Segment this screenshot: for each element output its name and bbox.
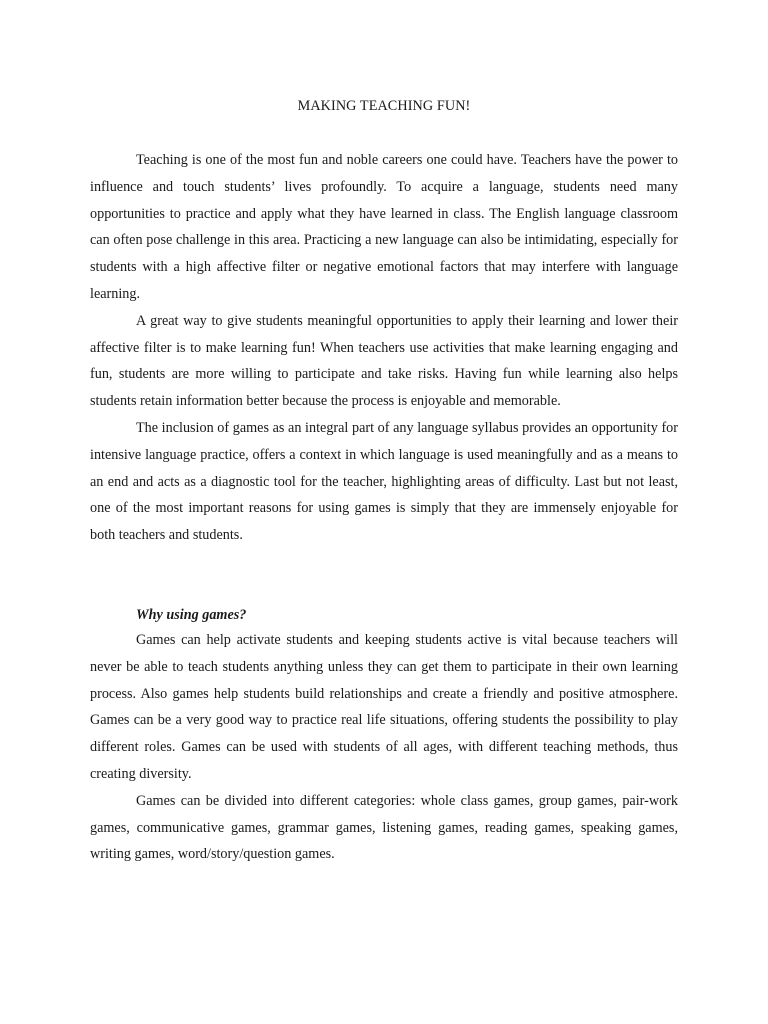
paragraph: Teaching is one of the most fun and noble careers one could have. Teachers have the power to influence and touch students’ lives profoundly. To acquire a language, students need many opportunities to practice and apply what they have learned in class. The English language classroom can often pose challenge in this area. Practicing a new language can also be intimidating, especially for students with a high affective filter or negative emotional factors that may interfere with language learning. bbox=[90, 152, 678, 302]
section-heading: Why using games? bbox=[136, 607, 247, 623]
paragraph: The inclusion of games as an integral part of any language syllabus provides an opportunity for intensive language practice, offers a context in which language is used meaningfully and as a means to an end and acts as a diagnostic tool for the teacher, highlighting areas of difficulty. Last but not least, one of the most important reasons for using games is simply that they are immensely enjoyable for both teachers and students. bbox=[90, 419, 678, 544]
games-section bbox=[90, 627, 678, 868]
paragraph: Games can be divided into different categories: whole class games, group games, pair-work games, communicative games, grammar games, listening games, reading games, speaking games, writing games, word/story/question games. bbox=[90, 792, 678, 863]
paragraph: A great way to give students meaningful opportunities to apply their learning and lower their affective filter is to make learning fun! When teachers use activities that make learning engaging and fun, students are more willing to participate and take risks. Having fun while learning also helps students retain information better because the process is enjoyable and memorable. bbox=[90, 312, 678, 410]
document-title: MAKING TEACHING FUN! bbox=[297, 98, 471, 114]
paragraph: Games can help activate students and keeping students active is vital because teachers will never be able to teach students anything unless they can get them to participate in their own learning process. Also games help students build relationships and create a friendly and positive atmosphere. Games can be a very good way to practice real life situations, offering students the possibility to play different roles. Games can be used with students of all ages, with different teaching methods, thus creating diversity. bbox=[90, 632, 678, 782]
intro-section bbox=[90, 147, 678, 549]
